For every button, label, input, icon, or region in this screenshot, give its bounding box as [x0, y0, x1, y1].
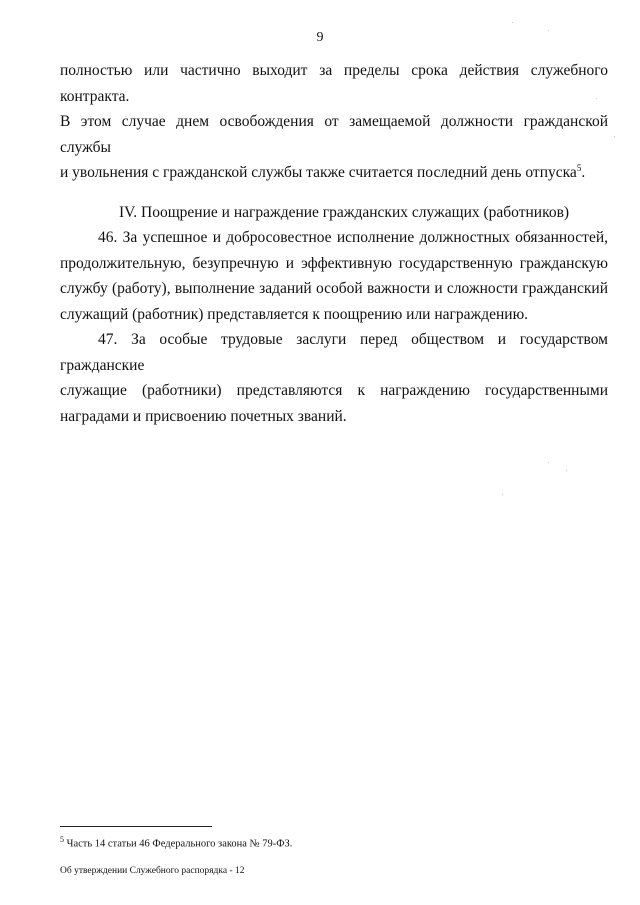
text-line: служащий (работник) представляется к поощрению или награждению.	[60, 305, 529, 323]
text-line	[60, 160, 608, 186]
text-fragment: .	[581, 164, 586, 181]
scan-speck	[596, 98, 597, 99]
text-line: 47. За особые трудовые заслуги перед обществом и государством гражданские	[60, 331, 608, 374]
scan-speck	[566, 470, 567, 471]
text-line: службу (работу), выполнение заданий особой важности и сложности гражданский	[60, 280, 608, 297]
text-line: наградами и присвоению почетных званий.	[60, 407, 347, 425]
scan-speck	[614, 136, 615, 137]
text-line: полностью или частично выходит за пределы срока действия служебного контракта.	[60, 62, 608, 105]
scan-speck	[548, 30, 549, 31]
paragraph-47	[60, 327, 608, 429]
footnote-divider	[60, 826, 212, 827]
section-heading: IV. Поощрение и награждение гражданских служащих (работников)	[118, 203, 570, 221]
footnote-number: 5	[60, 835, 64, 844]
footnote	[60, 833, 292, 852]
text-fragment: и увольнения с гражданской службы также считается последний день отпуска	[60, 164, 577, 181]
document-body	[60, 58, 608, 429]
scan-speck	[502, 494, 503, 495]
text-line: 46. За успешное и добросовестное исполнение должностных обязанностей,	[98, 229, 608, 246]
text-line: продолжительную, безупречную и эффективную государственную гражданскую	[60, 254, 608, 272]
text-line: В этом случае днем освобождения от замещаемой должности гражданской службы	[60, 113, 608, 156]
scan-speck	[548, 462, 549, 463]
footnote-reference[interactable]: 5	[576, 162, 582, 173]
footnote-text: Часть 14 статьи 46 Федерального закона № 79-ФЗ.	[66, 838, 293, 850]
document-footer: Об утверждении Служебного распорядка - 12	[60, 866, 245, 876]
continuation-paragraph	[60, 58, 608, 186]
text-line: служащие (работники) представляются к награждению государственными	[60, 382, 608, 399]
scan-speck	[512, 22, 513, 23]
page-number: 9	[316, 30, 324, 45]
paragraph-46	[60, 225, 608, 327]
